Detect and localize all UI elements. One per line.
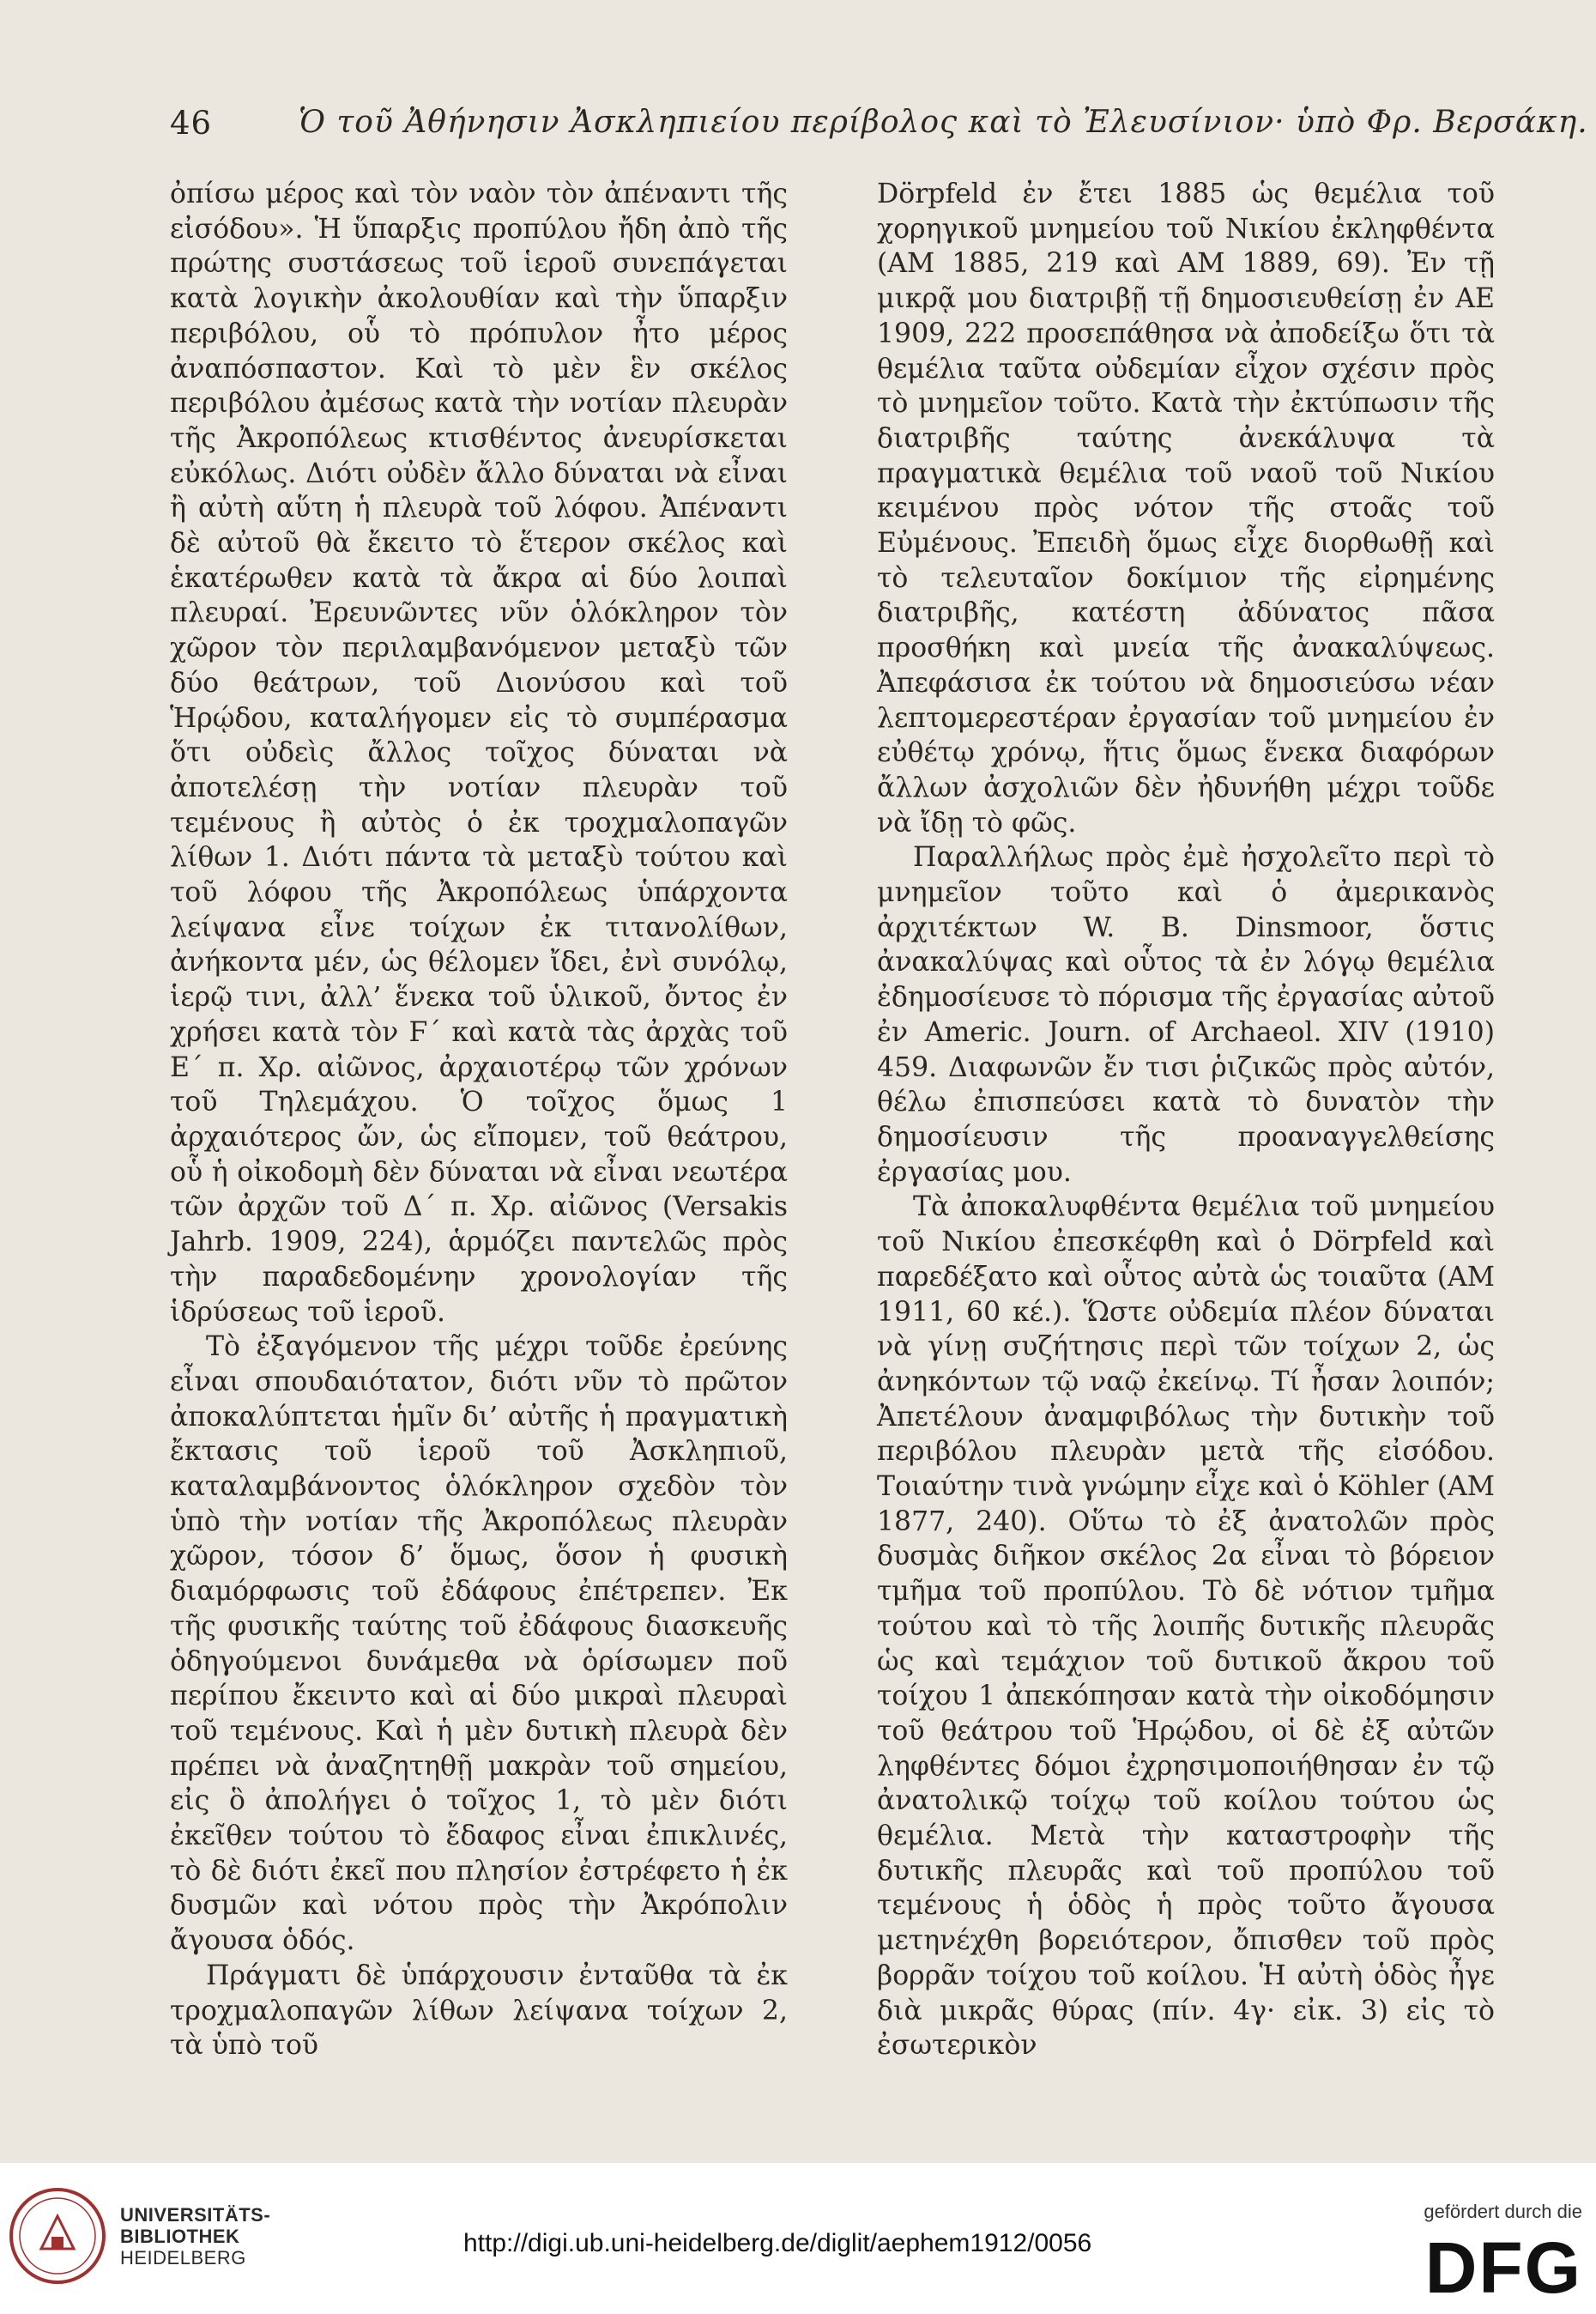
- digitization-footer: [0, 2163, 1596, 2314]
- library-name-line-2: BIBLIOTHEK: [120, 2226, 240, 2247]
- page-number: 46: [170, 105, 213, 142]
- left-column: [170, 177, 788, 2063]
- university-library-seal-icon: [7, 2185, 108, 2287]
- right-paragraph-1: Dörpfeld ἐν ἔτει 1885 ὡς θεμέλια τοῦ χορηγικοῦ μνημείου τοῦ Νικίου ἐκληφθέντα (AM 1885, 219 καὶ AM 1889, 69). Ἐν τῇ μικρᾷ μου διατριβῇ τῇ δημοσιευθείσῃ ἐν ΑΕ 1909, 222 προσεπάθησα νὰ ἀποδείξω ὅτι τὰ θεμέλια ταῦτα οὐδεμίαν εἶχον σχέσιν πρὸς τὸ μνημεῖον τοῦτο. Κατὰ τὴν ἐκτύπωσιν τῆς διατριβῆς ταύτης ἀνεκάλυψα τὰ πραγματικὰ θεμέλια τοῦ ναοῦ τοῦ Νικίου κειμένου πρὸς νότον τῆς στοᾶς τοῦ Εὐμένους. Ἐπειδὴ ὅμως εἶχε διορθωθῇ καὶ τὸ τελευταῖον δοκίμιον τῆς εἰρημένης διατριβῆς, κατέστη ἀδύνατος πᾶσα προσθήκη καὶ μνεία τῆς ἀνακαλύψεως. Ἀπεφάσισα ἐκ τούτου νὰ δημοσιεύσω νέαν λεπτομερεστέραν ἐργασίαν τοῦ μνημείου ἐν εὐθέτῳ χρόνῳ, ἥτις ὅμως ἕνεκα διαφόρων ἄλλων ἀσχολιῶν δὲν ἠδυνήθη μέχρι τοῦδε νὰ ἴδῃ τὸ φῶς.: [877, 179, 1495, 839]
- library-name-line-3: HEIDELBERG: [120, 2247, 246, 2269]
- right-paragraph-3: Τὰ ἀποκαλυφθέντα θεμέλια τοῦ μνημείου τοῦ Νικίου ἐπεσκέφθη καὶ ὁ Dörpfeld καὶ παρεδέξατο καὶ οὗτος αὐτὰ ὡς τοιαῦτα (AM 1911, 60 κέ.). Ὥστε οὐδεμία πλέον δύναται νὰ γίνῃ συζήτησις περὶ τῶν τοίχων 2, ὡς ἀνηκόντων τῷ ναῷ ἐκείνῳ. Τί ἦσαν λοιπόν; Ἀπετέλουν ἀναμφιβόλως τὴν δυτικὴν τοῦ περιβόλου πλευρὰν μετὰ τῆς εἰσόδου. Τοιαύτην τινὰ γνώμην εἶχε καὶ ὁ Köhler (AM 1877, 240). Οὕτω τὸ ἐξ ἀνατολῶν πρὸς δυσμὰς διῆκον σκέλος 2α εἶναι τὸ βόρειον τμῆμα τοῦ προπύλου. Τὸ δὲ νότιον τμῆμα τούτου καὶ τὸ τῆς λοιπῆς δυτικῆς πλευρᾶς ὡς καὶ τεμάχιον τοῦ δυτικοῦ ἄκρου τοῦ τοίχου 1 ἀπεκόπησαν κατὰ τὴν οἰκοδόμησιν τοῦ θεάτρου τοῦ Ἡρῴδου, οἱ δὲ ἐξ αὐτῶν ληφθέντες δόμοι ἐχρησιμοποιήθησαν ἐν τῷ ἀνατολικῷ τοίχῳ τοῦ κοίλου τούτου ὡς θεμέλια. Μετὰ τὴν καταστροφὴν τῆς δυτικῆς πλευρᾶς καὶ τοῦ προπύλου τοῦ τεμένους ἡ ὁδὸς ἡ πρὸς τοῦτο ἄγουσα μετηνέχθη βορειότερον, ὄπισθεν τοῦ πρὸς βορρᾶν τοίχου τοῦ κοίλου. Ἡ αὐτὴ ὁδὸς ἦγε διὰ μικρᾶς θύρας (πίν. 4γ· εἰκ. 3) εἰς τὸ ἐσωτερικὸν: [877, 1191, 1495, 2062]
- right-column: [877, 177, 1495, 2063]
- left-paragraph-2: Τὸ ἐξαγόμενον τῆς μέχρι τοῦδε ἐρεύνης εἶναι σπουδαιότατον, διότι νῦν τὸ πρῶτον ἀποκαλύπτεται ἡμῖν δι’ αὐτῆς ἡ πραγματικὴ ἔκτασις τοῦ ἱεροῦ τοῦ Ἀσκληπιοῦ, καταλαμβάνοντος ὁλόκληρον σχεδὸν τὸν ὑπὸ τὴν νοτίαν τῆς Ἀκροπόλεως πλευρὰν χῶρον, τόσον δ’ ὅμως, ὅσον ἡ φυσικὴ διαμόρφωσις τοῦ ἐδάφους ἐπέτρεπεν. Ἐκ τῆς φυσικῆς ταύτης τοῦ ἐδάφους διασκευῆς ὁδηγούμενοι δυνάμεθα νὰ ὁρίσωμεν ποῦ περίπου ἔκειντο καὶ αἱ δύο μικραὶ πλευραὶ τοῦ τεμένους. Καὶ ἡ μὲν δυτικὴ πλευρὰ δὲν πρέπει νὰ ἀναζητηθῇ μακρὰν τοῦ σημείου, εἰς ὃ ἀπολήγει ὁ τοῖχος 1, τὸ μὲν διότι ἐκεῖθεν τούτου τὸ ἔδαφος εἶναι ἐπικλινές, τὸ δὲ διότι ἐκεῖ που πλησίον ἐστρέφετο ἡ ἐκ δυσμῶν καὶ νότου πρὸς τὴν Ἀκρόπολιν ἄγουσα ὁδός.: [170, 1331, 788, 1957]
- permalink-url[interactable]: http://digi.ub.uni-heidelberg.de/diglit/aephem1912/0056: [463, 2229, 1092, 2257]
- page-header: [170, 105, 1588, 156]
- library-name-line-1: UNIVERSITÄTS-: [120, 2204, 271, 2226]
- dfg-logo: DFG: [1424, 2227, 1582, 2308]
- left-paragraph-1: ὀπίσω μέρος καὶ τὸν ναὸν τὸν ἀπέναντι τῆς εἰσόδου». Ἡ ὕπαρξις προπύλου ἤδη ἀπὸ τῆς πρώτης συστάσεως τοῦ ἱεροῦ συνεπάγεται κατὰ λογικὴν ἀκολουθίαν καὶ τὴν ὕπαρξιν περιβόλου, οὗ τὸ πρόπυλον ἦτο μέρος ἀναπόσπαστον. Καὶ τὸ μὲν ἓν σκέλος περιβόλου ἀμέσως κατὰ τὴν νοτίαν πλευρὰν τῆς Ἀκροπόλεως κτισθέντος ἀνευρίσκεται εὐκόλως. Διότι οὐδὲν ἄλλο δύναται νὰ εἶναι ἢ αὐτὴ αὕτη ἡ πλευρὰ τοῦ λόφου. Ἀπέναντι δὲ αὐτοῦ θὰ ἔκειτο τὸ ἕτερον σκέλος καὶ ἑκατέρωθεν κατὰ τὰ ἄκρα αἱ δύο λοιπαὶ πλευραί. Ἐρευνῶντες νῦν ὁλόκληρον τὸν χῶρον τὸν περιλαμβανόμενον μεταξὺ τῶν δύο θεάτρων, τοῦ Διονύσου καὶ τοῦ Ἡρῴδου, καταλήγομεν εἰς τὸ συμπέρασμα ὅτι οὐδεὶς ἄλλος τοῖχος δύναται νὰ ἀποτελέσῃ τὴν νοτίαν πλευρὰν τοῦ τεμένους ἢ αὐτὸς ὁ ἐκ τροχμαλοπαγῶν λίθων 1. Διότι πάντα τὰ μεταξὺ τούτου καὶ τοῦ λόφου τῆς Ἀκροπόλεως ὑπάρχοντα λείψανα εἶνε τοίχων ἐκ τιτανολίθων, ἀνήκοντα μέν, ὡς θέλομεν ἴδει, ἐνὶ συνόλῳ, ἱερῷ τινι, ἀλλ’ ἕνεκα τοῦ ὑλικοῦ, ὄντος ἐν χρήσει κατὰ τὸν Ϝ´ καὶ κατὰ τὰς ἀρχὰς τοῦ Ε´ π. Χρ. αἰῶνος, ἀρχαιοτέρῳ τῶν χρόνων τοῦ Τηλεμάχου. Ὁ τοῖχος ὅμως 1 ἀρχαιότερος ὤν, ὡς εἴπομεν, τοῦ θεάτρου, οὗ ἡ οἰκοδομὴ δὲν δύναται νὰ εἶναι νεωτέρα τῶν ἀρχῶν τοῦ Δ´ π. Χρ. αἰῶνος (Versakis Jahrb. 1909, 224), ἁρμόζει παντελῶς πρὸς τὴν παραδεδομένην χρονολογίαν τῆς ἱδρύσεως τοῦ ἱεροῦ.: [170, 179, 788, 1328]
- funding-caption: gefördert durch die: [1424, 2201, 1582, 2222]
- left-paragraph-3: Πράγματι δὲ ὑπάρχουσιν ἐνταῦθα τὰ ἐκ τροχμαλοπαγῶν λίθων λείψανα τοίχων 2, τὰ ὑπὸ τοῦ: [170, 1960, 788, 2062]
- running-title: Ὁ τοῦ Ἀθήνησιν Ἀσκληπιείου περίβολος καὶ τὸ Ἐλευσίνιον· ὑπὸ Φρ. Βερσάκη.: [299, 105, 1588, 140]
- right-paragraph-2: Παραλλήλως πρὸς ἐμὲ ἠσχολεῖτο περὶ τὸ μνημεῖον τοῦτο καὶ ὁ ἀμερικανὸς ἀρχιτέκτων W. B. Dinsmoor, ὅστις ἀνακαλύψας καὶ οὗτος τὰ ἐν λόγῳ θεμέλια ἐδημοσίευσε τὸ πόρισμα τῆς ἐργασίας αὐτοῦ ἐν Americ. Journ. of Archaeol. XIV (1910) 459. Διαφωνῶν ἔν τισι ῥιζικῶς πρὸς αὐτόν, θέλω ἐπισπεύσει κατὰ τὸ δυνατὸν τὴν δημοσίευσιν τῆς προαναγγελθείσης ἐργασίας μου.: [877, 842, 1495, 1188]
- library-name: [120, 2204, 270, 2269]
